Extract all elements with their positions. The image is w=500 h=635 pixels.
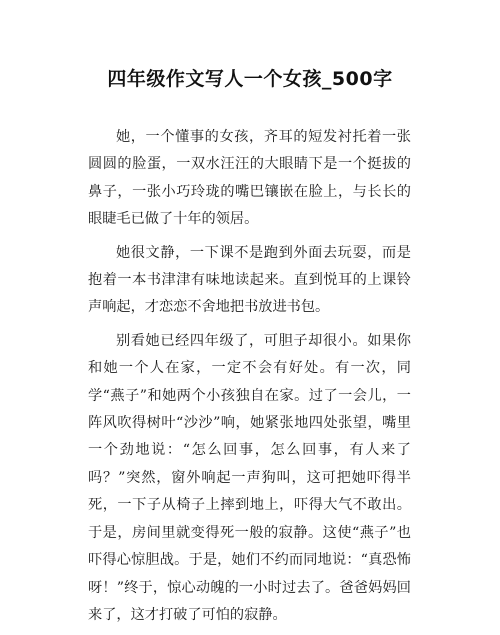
paragraph: 她，一个懂事的女孩，齐耳的短发衬托着一张圆圆的脸蛋，一双水汪汪的大眼睛下是一个挺拔的鼻子，一张小巧玲珑的嘴巴镶嵌在脸上，与长长的眼睫毛已做了十年的领居。 bbox=[88, 129, 411, 228]
document-title: 四年级作文写人一个女孩_500字 bbox=[107, 68, 393, 90]
document-body bbox=[88, 124, 411, 635]
paragraph: 她很文静，一下课不是跑到外面去玩耍，而是抱着一本书津津有味地读起来。直到悦耳的上课铃声响起，才恋恋不舍地把书放进书包。 bbox=[88, 244, 411, 316]
paragraph: 别看她已经四年级了，可胆子却很小。如果你和她一个人在家，一定不会有好处。有一次，同学“燕子”和她两个小孩独自在家。过了一会儿，一阵风吹得树叶“沙沙”响，她紧张地四处张望，嘴里一个劲地说：“怎么回事，怎么回事，有人来了吗？”突然，窗外响起一声狗叫，这可把她吓得半死，一下子从椅子上摔到地上，吓得大气不敢出。于是，房间里就变得死一般的寂静。这使“燕子”也吓得心惊胆战。于是，她们不约而同地说：“真恐怖呀！”终于，惊心动魄的一小时过去了。爸爸妈妈回来了，这才打破了可怕的寂静。 bbox=[88, 332, 411, 623]
